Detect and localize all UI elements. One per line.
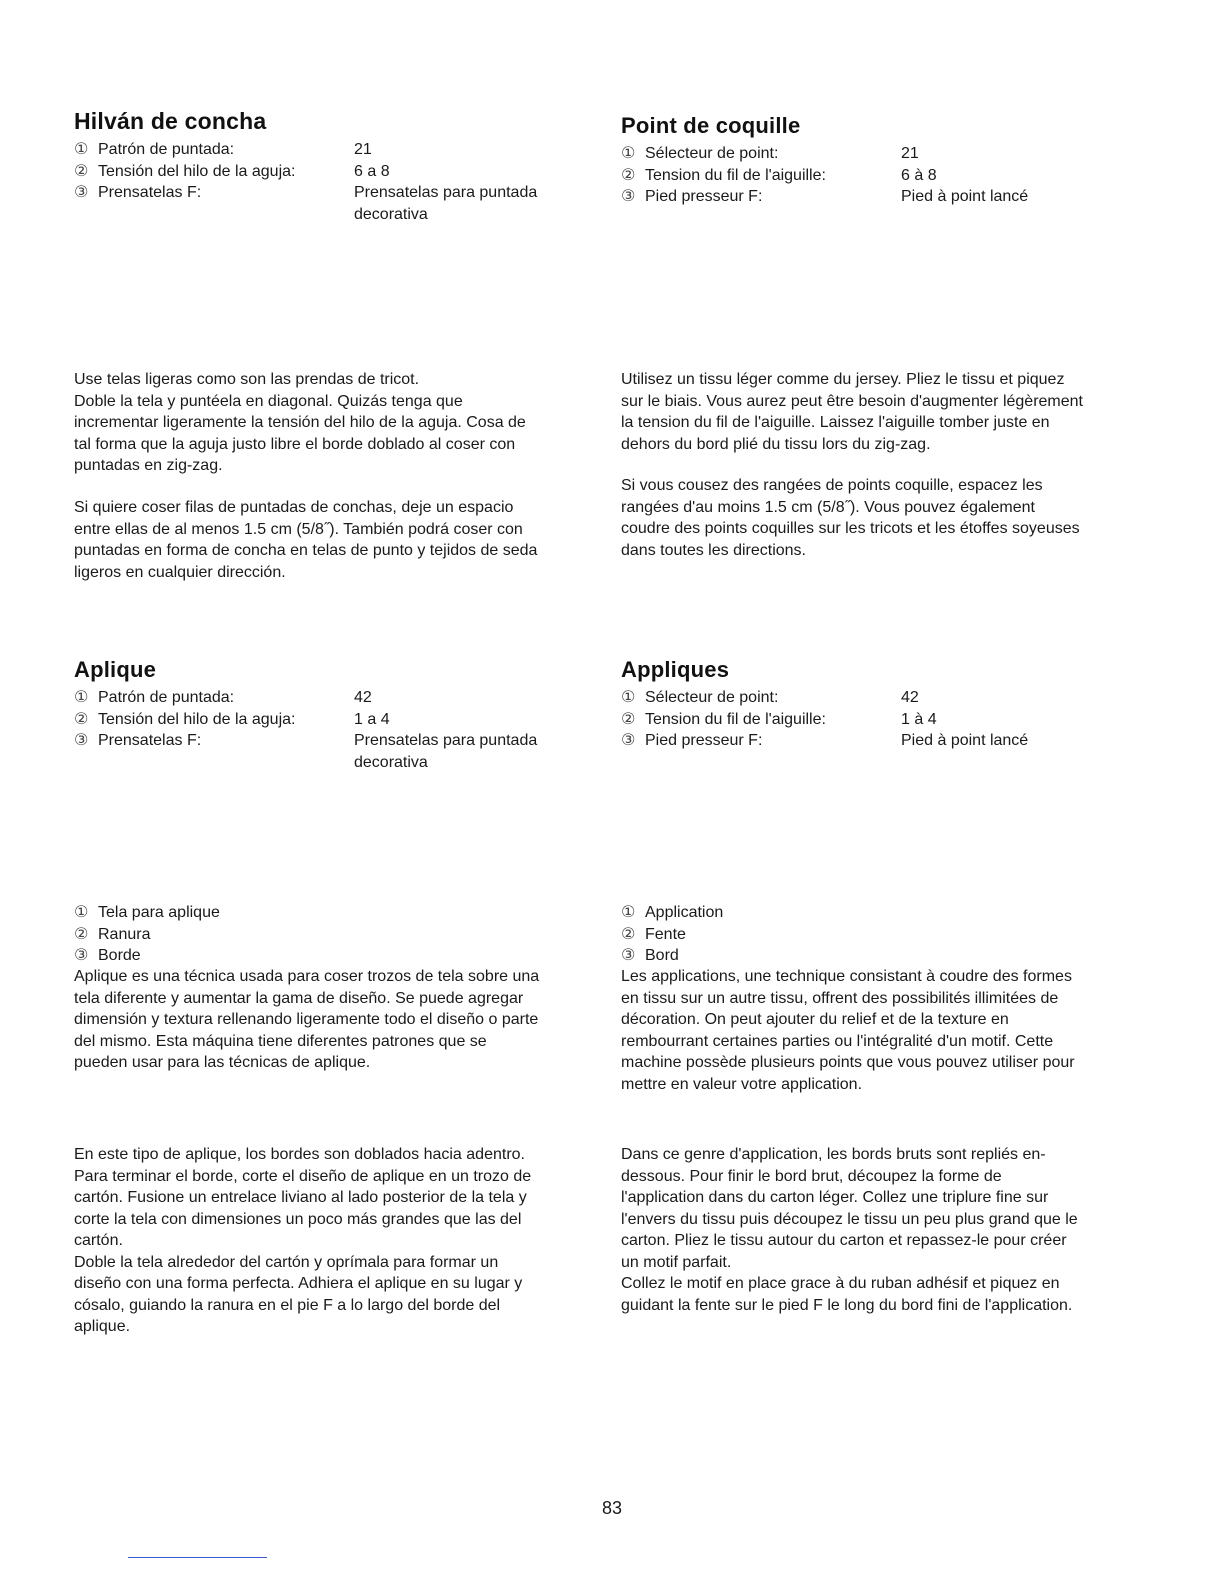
circled-number: ① [74,904,89,921]
footer-rule [128,1557,267,1558]
spec-label: Pied presseur F: [645,732,763,749]
spec-row [74,182,604,223]
circled-number: ② [621,166,636,184]
spec-value: 6 à 8 [901,166,937,184]
circled-number: ① [621,145,636,162]
circled-number: ③ [621,732,636,749]
spec-row [74,709,604,731]
spec-value: 21 [354,141,372,158]
spec-value: 42 [354,689,372,706]
spec-row [74,139,604,161]
spec-value: Pied à point lancé [901,732,1029,749]
spec-value: 6 a 8 [354,162,390,180]
shell-fr-paragraph-2: Si vous cousez des rangées de points coquille, espacez les rangées d'au moins 1.5 cm (5/8˝). Vous pouvez également coudre des points coquilles sur les tricots et les étoffes soyeuses dans toutes les directions. [621,477,1080,559]
part-label: Application [645,904,724,921]
list-item [621,945,1161,967]
circled-number: ③ [621,188,636,205]
list-item [621,902,1161,924]
spec-label: Sélecteur de point: [645,689,779,706]
spec-row [621,709,1151,731]
spec-label: Tension du fil de l'aiguille: [645,166,826,184]
appl-es-section [74,657,604,771]
circled-number: ③ [74,947,89,964]
page-number: 83 [601,1498,623,1518]
circled-number: ③ [621,947,636,964]
shell-es-paragraph-2: Si quiere coser filas de puntadas de conchas, deje un espacio entre ellas de al menos 1.5 cm (5/8˝). También podrá coser con puntadas en forma de concha en telas de punto y tejidos de seda ligeros en cualquier dirección. [74,499,538,581]
circled-number: ① [621,689,636,706]
spec-value: Prensatelas para puntada decorativa [354,732,538,771]
section-title: Point de coquille [621,113,801,138]
spec-row [621,165,1151,187]
spec-row [74,687,604,709]
spec-row [74,730,604,771]
appl-es-paragraph-2: En este tipo de aplique, los bordes son doblados hacia adentro. Para terminar el borde, corte el diseño de aplique en un trozo de cartón. Fusione un entrelace liviano al lado posterior de la tela y corte la tela con dimensiones un poco más grandes que las del cartón. Doble la tela alrededor del cartón y oprímala para formar un diseño con una forma perfecta. Adhiera el aplique en su lugar y cósalo, guiando la ranura en el pie F a lo largo del borde del aplique. [74,1146,532,1335]
spec-row [621,687,1151,709]
circled-number: ② [74,925,89,943]
circled-number: ① [74,141,89,158]
appl-fr-paragraph-2: Dans ce genre d'application, les bords bruts sont repliés en- dessous. Pour finir le bord brut, découpez la forme de l'application dans du carton léger. Collez une triplure fine sur l'envers du tissu puis découpez le tissu un peu plus grand que le carton. Pliez le tissu autour du carton et repassez-le pour créer un motif parfait. Collez le motif en place grace à du ruban adhésif et piquez en guidant la fente sur le pied F le long du bord fini de l'application. [621,1146,1078,1314]
circled-number: ③ [74,184,89,201]
appl-es-paragraph-1: Aplique es una técnica usada para coser trozos de tela sobre una tela diferente y aumentar la gama de diseño. Se puede agregar dimensión y textura rellenando ligeramente todo el diseño o parte del mismo. Esta máquina tiene diferentes patrones que se pueden usar para las técnicas de aplique. [74,968,540,1071]
spec-value: Pied à point lancé [901,188,1029,205]
shell-es-paragraph-1: Use telas ligeras como son las prendas de tricot. Doble la tela y puntéela en diagonal. Quizás tenga que incrementar ligeramente la tensión del hilo de la aguja. Cosa de tal forma que la aguja justo libre el borde doblado al coser con puntadas en zig-zag. [74,371,526,474]
spec-value: Prensatelas para puntada decorativa [354,184,538,223]
shell-fr-section [621,113,1151,208]
part-label: Borde [98,947,141,964]
spec-label: Patrón de puntada: [98,141,235,158]
circled-number: ③ [74,732,89,749]
circled-number: ② [621,710,636,728]
spec-list [74,139,604,223]
spec-row [74,161,604,183]
spec-label: Tensión del hilo de la aguja: [98,710,296,728]
spec-list [621,143,1151,208]
list-item [74,945,604,967]
circled-number: ② [621,925,636,943]
circled-number: ① [621,904,636,921]
spec-list [74,687,604,771]
spec-row [621,143,1151,165]
spec-value: 1 à 4 [901,710,937,728]
spec-label: Tensión del hilo de la aguja: [98,162,296,180]
spec-value: 21 [901,145,919,162]
list-item [621,924,1161,946]
part-label: Bord [645,947,679,964]
appl-es-parts-list [74,902,604,967]
spec-row [621,730,1151,752]
circled-number: ① [74,689,89,706]
shell-fr-paragraph-1: Utilisez un tissu léger comme du jersey. Pliez le tissu et piquez sur le biais. Vous aurez peut être besoin d'augmenter légèrement la tension du fil de l'aiguille. Laissez l'aiguille tomber juste en dehors du bord plié du tissu lors du zig-zag. [621,371,1083,453]
spec-label: Tension du fil de l'aiguille: [645,710,826,728]
list-item [74,924,604,946]
spec-row [621,186,1151,208]
spec-label: Patrón de puntada: [98,689,235,706]
part-label: Tela para aplique [98,904,220,921]
spec-label: Pied presseur F: [645,188,763,205]
circled-number: ② [74,162,89,180]
spec-value: 1 a 4 [354,710,390,728]
spec-label: Prensatelas F: [98,184,202,201]
shell-es-section [74,108,604,223]
appl-fr-section [621,657,1151,752]
part-label: Fente [645,925,686,943]
section-title: Aplique [74,657,157,682]
part-label: Ranura [98,925,151,943]
appl-fr-paragraph-1: Les applications, une technique consistant à coudre des formes en tissu sur un autre tissu, offrent des possibilités illimitées de décoration. On peut ajouter du relief et de la texture en rembourrant certaines parties ou l'intégralité d'un motif. Cette machine possède plusieurs points que vous pouvez utiliser pour mettre en valeur votre application. [621,968,1075,1093]
spec-label: Sélecteur de point: [645,145,779,162]
spec-value: 42 [901,689,919,706]
section-title: Hilván de concha [74,108,267,134]
spec-list [621,687,1151,752]
circled-number: ② [74,710,89,728]
spec-label: Prensatelas F: [98,732,202,749]
list-item [74,902,604,924]
appl-fr-parts-list [621,902,1161,967]
section-title: Appliques [621,657,730,682]
